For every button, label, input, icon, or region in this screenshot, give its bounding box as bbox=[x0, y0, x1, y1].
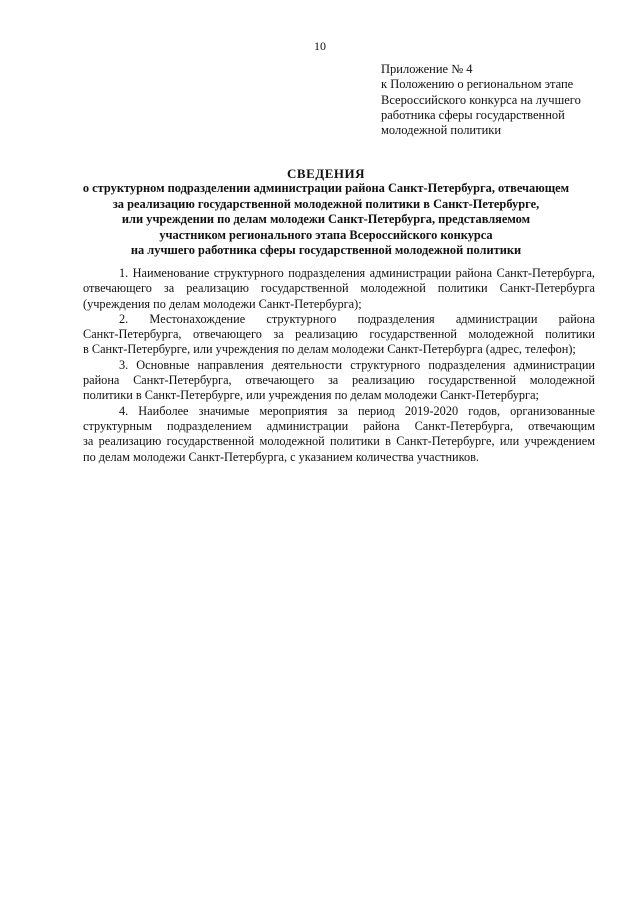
paragraph-line: района Санкт-Петербурга, отвечающего за реализацию государственной молодежной bbox=[83, 373, 595, 388]
paragraph-line: Санкт-Петербурга, отвечающего за реализацию государственной молодежной политики bbox=[83, 327, 595, 342]
paragraph-line: (учреждения по делам молодежи Санкт-Петербурга); bbox=[83, 296, 362, 311]
appendix-line: Всероссийского конкурса на лучшего bbox=[381, 92, 581, 107]
heading-line: участником регионального этапа Всероссийского конкурса bbox=[159, 227, 493, 242]
heading-line: на лучшего работника сферы государственной молодежной политики bbox=[130, 243, 522, 258]
heading-line: о структурном подразделении администрации района Санкт-Петербурга, отвечающем bbox=[82, 181, 570, 196]
paragraph-line: 4. Наиболее значимые мероприятия за период 2019-2020 годов, организованные bbox=[119, 403, 595, 418]
appendix-line: к Положению о региональном этапе bbox=[381, 77, 574, 92]
paragraph-line: по делам молодежи Санкт-Петербурга, с указанием количества участников. bbox=[83, 449, 479, 464]
paragraph-line: политики в Санкт-Петербурге, или учреждения по делам молодежи Санкт-Петербурга; bbox=[83, 388, 539, 403]
page-number: 10 bbox=[314, 39, 326, 53]
paragraph-line: в Санкт-Петербурге, или учреждения по делам молодежи Санкт-Петербурга (адрес, телефон); bbox=[83, 342, 576, 357]
paragraph-4 bbox=[83, 404, 595, 465]
paragraph-2 bbox=[83, 312, 595, 358]
document-body bbox=[83, 266, 595, 465]
appendix-line: Приложение № 4 bbox=[381, 62, 473, 76]
heading-title: СВЕДЕНИЯ bbox=[287, 166, 365, 181]
paragraph-line: 1. Наименование структурного подразделения администрации района Санкт-Петербурга, bbox=[119, 266, 595, 280]
paragraph-line: за реализацию государственной молодежной политики в Санкт-Петербурге, или учреждением bbox=[83, 434, 595, 449]
heading-line: или учреждении по делам молодежи Санкт-Петербурга, представляемом bbox=[121, 212, 531, 227]
appendix-note bbox=[381, 62, 621, 138]
paragraph-3 bbox=[83, 358, 595, 404]
paragraph-line: 3. Основные направления деятельности структурного подразделения администрации bbox=[119, 357, 595, 372]
paragraph-line: структурным подразделением администрации района Санкт-Петербурга, отвечающим bbox=[83, 418, 595, 433]
paragraph-line: 2. Местонахождение структурного подразделения администрации района bbox=[119, 311, 595, 326]
document-heading bbox=[60, 166, 592, 258]
heading-line: за реализацию государственной молодежной политики в Санкт-Петербурге, bbox=[112, 196, 540, 211]
paragraph-1 bbox=[83, 266, 595, 312]
appendix-line: работника сферы государственной bbox=[381, 107, 565, 122]
paragraph-line: отвечающего за реализацию государственной молодежной политики Санкт-Петербурга bbox=[83, 281, 595, 296]
appendix-line: молодежной политики bbox=[381, 123, 502, 138]
